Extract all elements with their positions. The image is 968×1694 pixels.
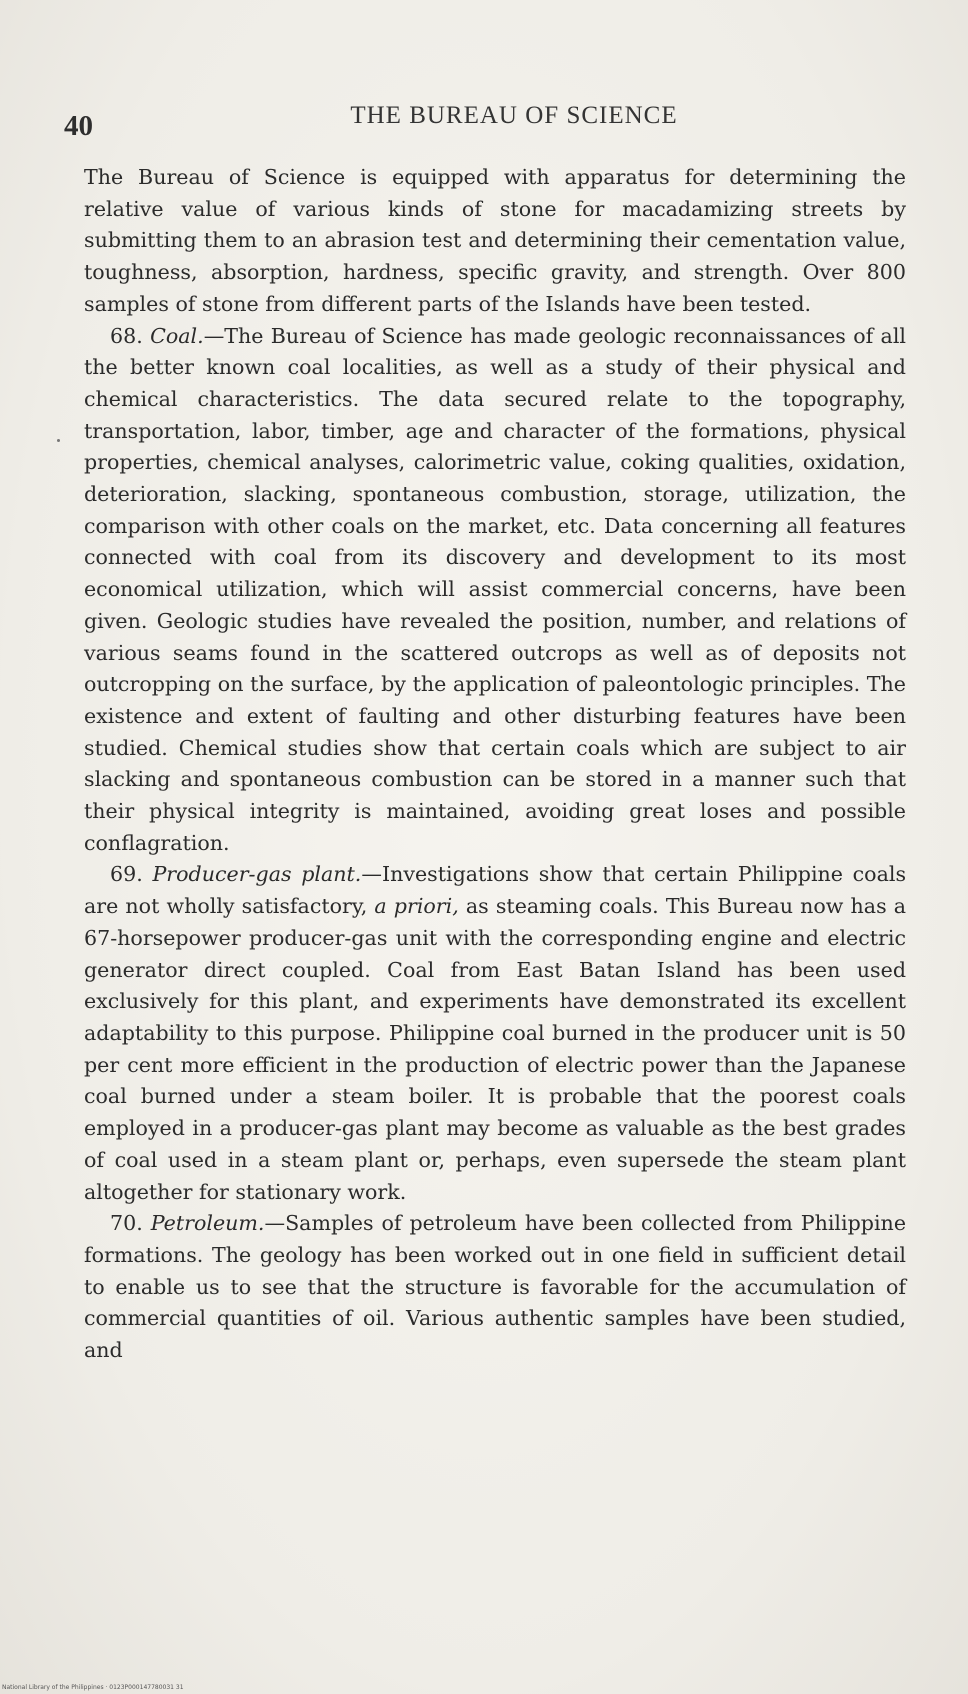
- section-heading: Coal.: [150, 323, 204, 348]
- paragraph-producer-gas: [84, 859, 906, 1208]
- italic-phrase: a priori,: [374, 894, 459, 919]
- page-number: 40: [64, 110, 93, 142]
- margin-speck: [57, 439, 60, 442]
- paragraph-number: 69.: [110, 862, 143, 887]
- paragraph-petroleum: [84, 1208, 906, 1367]
- paragraph-text: The Bureau of Science is equipped with apparatus for determining the relative value of various kinds of stone for macadamizing streets by submitting them to an abrasion test and determining their cementation value, toughness, absorption, hardness, specific gravity, and strength. Over 800 samples of stone from different parts of the Islands have been tested.: [84, 165, 906, 316]
- running-head: THE BUREAU OF SCIENCE: [350, 102, 678, 129]
- paragraph-text: —Samples of petroleum have been collected from Philippine formations. The geology has been worked out in one field in sufficient detail to enable us to see that the structure is favorable for the accumulation of commercial quantities of oil. Various authentic samples have been studied, and: [84, 1211, 907, 1363]
- paragraph-intro: [84, 162, 906, 321]
- scan-footer-note: National Library of the Philippines · 0123P000147780031 31: [2, 1684, 184, 1691]
- paragraph-number: 68.: [110, 323, 143, 348]
- paragraph-number: 70.: [110, 1211, 143, 1236]
- section-heading: Petroleum.: [150, 1211, 265, 1236]
- paragraph-text-continued: as steaming coals. This Bureau now has a 67-horsepower producer-gas unit with the corresponding engine and electric generator direct coupled. Coal from East Batan Island has been used exclusively for this plant, and experiments have demonstrated its excellent adaptability to this purpose. Philippine coal burned in the producer unit is 50 per cent more efficient in the production of electric power than the Japanese coal burned under a steam boiler. It is probable that the poorest coals employed in a producer-gas plant may become as valuable as the best grades of coal used in a steam plant or, perhaps, even supersede the steam plant altogether for stationary work.: [84, 894, 907, 1204]
- paragraph-text: —Investigations show that certain Philippine coals are not wholly satisfactory,: [84, 862, 907, 919]
- body-text: [84, 162, 906, 1367]
- paragraph-text: —The Bureau of Science has made geologic reconnaissances of all the better known coal localities, as well as a study of their physical and chemical characteristics. The data secured relate to the topography, transportation, labor, timber, age and character of the formations, physical properties, chemical analyses, calorimetric value, coking qualities, oxidation, deterioration, slacking, spontaneous combustion, storage, utilization, the comparison with other coals on the market, etc. Data concerning all features connected with coal from its discovery and development to its most economical utilization, which will assist commercial concerns, have been given. Geologic studies have revealed the position, number, and relations of various seams found in the scattered outcrops as well as of deposits not outcropping on the surface, by the application of paleontologic principles. The existence and extent of faulting and other disturbing features have been studied. Chemical studies show that certain coals which are subject to air slacking and spontaneous combustion can be stored in a manner such that their physical integrity is maintained, avoiding great loses and possible conflagration.: [84, 323, 906, 855]
- paragraph-coal: [84, 321, 906, 860]
- section-heading: Producer-gas plant.: [152, 862, 362, 887]
